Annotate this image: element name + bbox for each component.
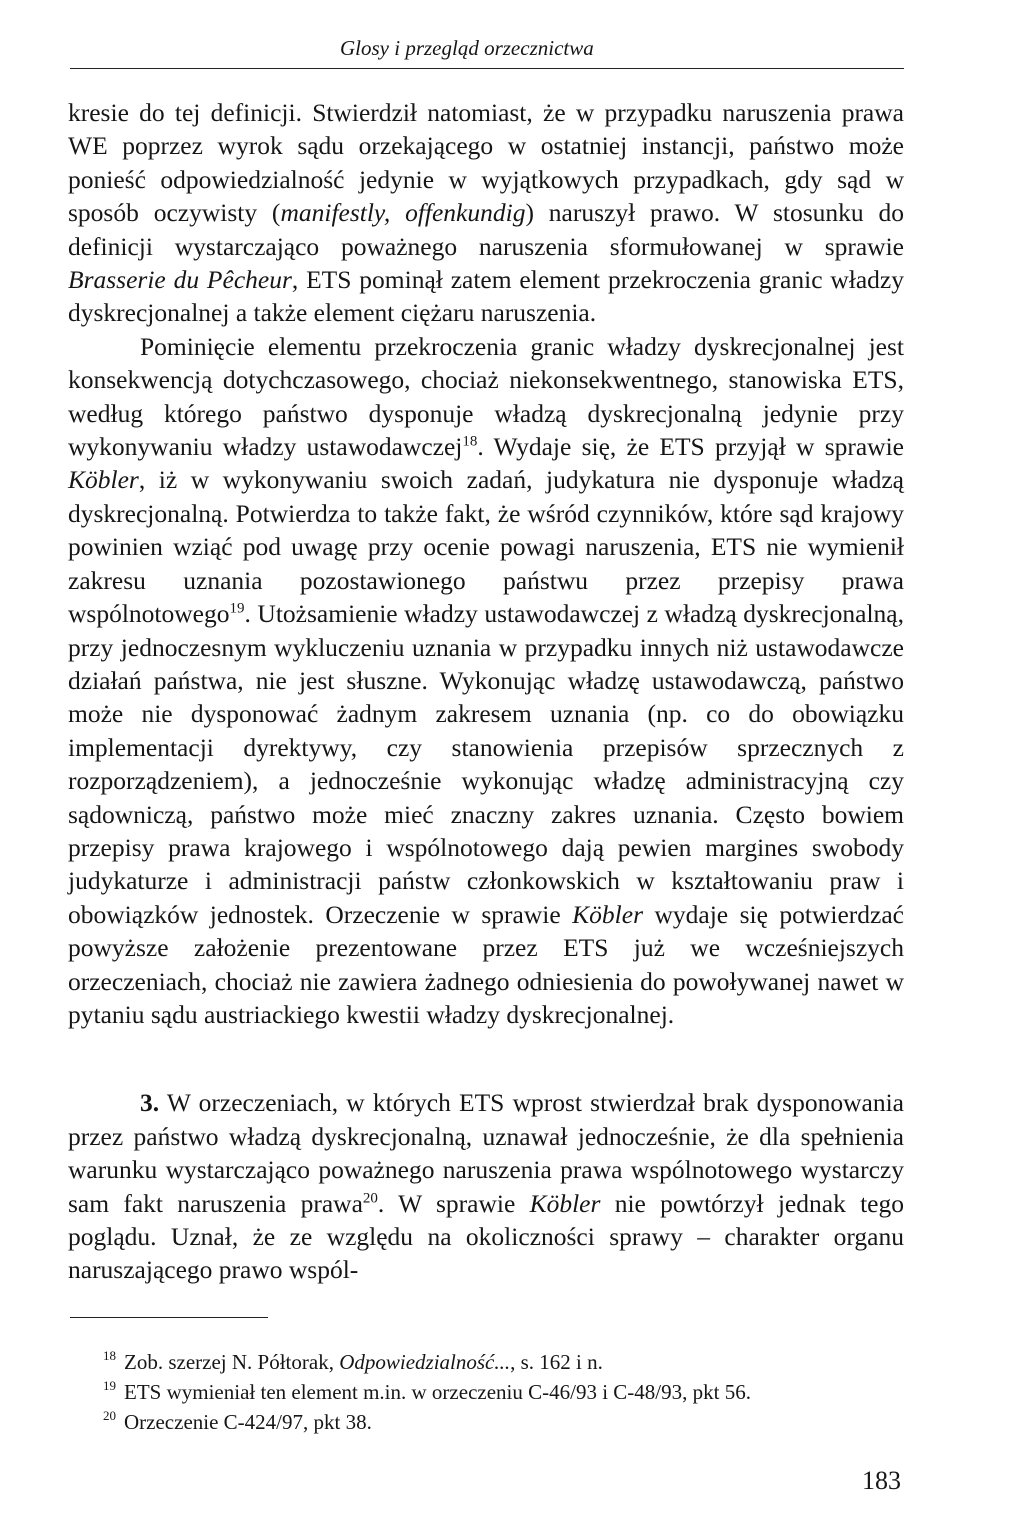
footnote-title: Odpowiedzialność... [339, 1350, 511, 1374]
running-header: Glosy i przegląd orzecznictwa [340, 36, 594, 60]
footnote-ref-19: 19 [229, 600, 245, 617]
text-span: nie powtórzył jednak tego poglądu. Uznał, że ze względu na okoliczności sprawy – charakter organu naruszającego prawo wspól- [68, 1188, 905, 1285]
page-number: 183 [862, 1466, 901, 1495]
case-name: Köbler [572, 899, 643, 929]
paragraph-3 [68, 1086, 904, 1286]
footnote-18 [103, 1347, 903, 1377]
header-rule [70, 68, 904, 69]
footnote-text: , s. 162 i n. [510, 1350, 603, 1374]
text-span: ) naruszył prawo. W stosunku do definicji wystarczająco poważnego naruszenia sformułowanej w sprawie [68, 198, 905, 261]
footnote-text: Orzeczenie C-424/97, pkt 38. [124, 1410, 372, 1434]
text-span: . W sprawie [377, 1188, 530, 1218]
footnote-ref-18: 18 [462, 433, 478, 450]
case-name: Brasserie du Pêcheur [68, 265, 292, 295]
footnote-rule [70, 1317, 268, 1318]
text-span: Pominięcie elementu przekroczenia granic władzy dyskrecjonalnej jest konsekwencją dotychczasowego, chociaż niekonsekwentnego, stanowiska ETS, według którego państwo dysponuje władzą dyskrecjonalną jedynie przy wykonywaniu władzy ustawodawczej [68, 331, 904, 462]
italic-term: manifestly, offenkundig [280, 198, 526, 228]
footnote-number: 18 [103, 1348, 116, 1363]
section-number: 3. [140, 1088, 160, 1118]
text-span: . Wydaje się, że ETS przyjął w sprawie [477, 432, 904, 462]
footnote-number: 19 [103, 1378, 116, 1393]
body-text [68, 96, 904, 1287]
text-span: . Utożsamienie władzy ustawodawczej z władzą dyskrecjonalną, przy jednoczesnym wykluczeniu uznania w przypadku innych niż ustawodawcze działań państwa, nie jest słuszne. Wykonując władzę ustawodawczą, państwo może nie dysponować żadnym zakresem uznania (np. co do obowiązku implementacji dyrektywy, czy stanowienia przepisów sprzecznych z rozporządzeniem), a jednocześnie wykonując władzę administracyjną czy sądowniczą, państwo może mieć znaczny zakres uznania. Często bowiem przepisy prawa krajowego i wspólnotowego dają pewien margines swobody judykaturze i administracji państw członkowskich w kształtowaniu praw i obowiązków jednostek. Orzeczenie w sprawie [68, 599, 904, 929]
footnote-text: ETS wymieniał ten element m.in. w orzeczeniu C-46/93 i C-48/93, pkt 56. [124, 1380, 751, 1404]
footnote-text: Zob. szerzej N. Półtorak, [124, 1350, 340, 1374]
footnote-number: 20 [103, 1408, 116, 1423]
text-span: kresie do tej definicji. Stwierdził natomiast, że w przypadku naruszenia prawa WE poprzez wyrok sądu orzekającego w ostatniej instancji, państwo może ponieść odpowiedzialność jedynie w wyjątkowych przypadkach, gdy sąd w sposób oczywisty ( [68, 98, 904, 228]
case-name: Köbler [529, 1188, 601, 1218]
text-span: , ETS pominął zatem element przekroczenia granic władzy dyskrecjonalnej a także element ciężaru naruszenia. [68, 265, 904, 328]
footnotes [103, 1347, 903, 1437]
footnote-20 [103, 1407, 903, 1437]
paragraph-1 [68, 96, 904, 330]
text-span: wydaje się potwierdzać powyższe założenie prezentowane przez ETS już we wcześniejszych orzeczeniach, chociaż nie zawiera żadnego odniesienia do powoływanej nawet w pytaniu sądu austriackiego kwestii władzy dyskrecjonalnej. [68, 899, 904, 1029]
footnote-19 [103, 1377, 903, 1407]
text-span: , iż w wykonywaniu swoich zadań, judykatura nie dysponuje władzą dyskrecjonalną. Potwierdza to także fakt, że wśród czynników, które sąd krajowy powinien wziąć pod uwagę przy ocenie powagi naruszenia, ETS nie wymienił zakresu uznania pozostawionego państwu przez przepisy prawa wspólnotowego [68, 465, 904, 629]
text-span: W orzeczeniach, w których ETS wprost stwierdzał brak dysponowania przez państwo władzą dyskrecjonalną, uznawał jednocześnie, że dla spełnienia warunku wystarczająco poważnego naruszenia prawa wspólnotowego wystarczy sam fakt naruszenia prawa [68, 1088, 904, 1218]
case-name: Köbler [68, 465, 139, 495]
paragraph-2 [68, 330, 904, 1032]
footnote-ref-20: 20 [362, 1190, 378, 1207]
